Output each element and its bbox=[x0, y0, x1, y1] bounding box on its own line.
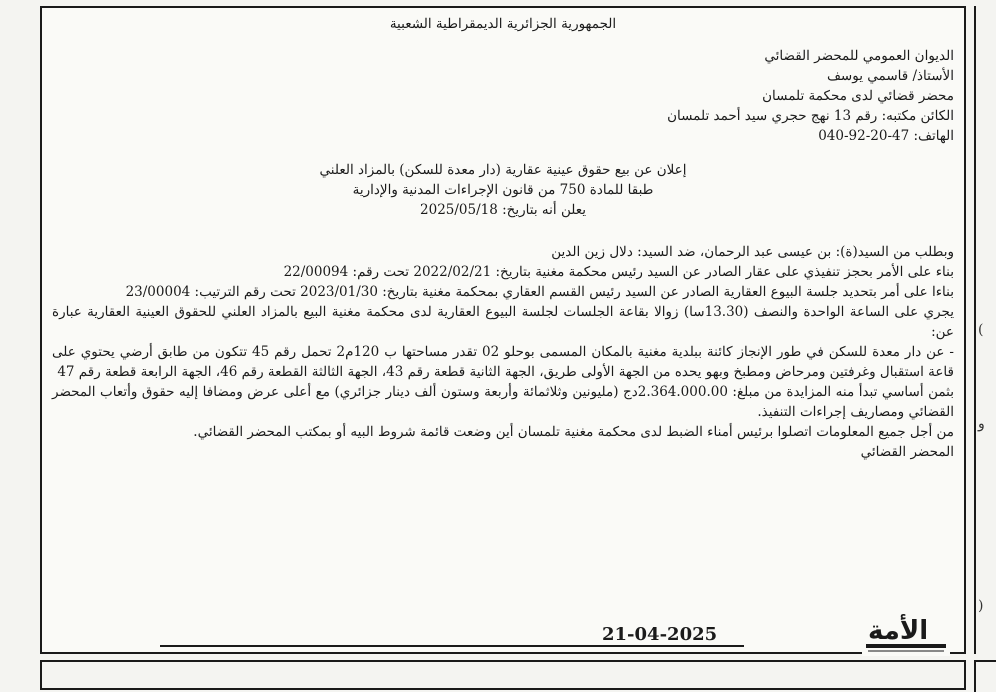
contact-line: من أجل جميع المعلومات اتصلوا برئيس أمناء الضبط لدى محكمة مغنية تلمسان أين وضعت قائمة شروط البيه أو بمكتب المحضر القضائي. bbox=[193, 424, 954, 440]
signature-line: المحضر القضائي bbox=[860, 444, 954, 460]
court-line: محضر قضائي لدى محكمة تلمسان bbox=[762, 88, 954, 104]
footer-rule bbox=[160, 645, 744, 647]
document-body bbox=[52, 14, 954, 462]
announcement-title: إعلان عن بيع حقوق عينية عقارية (دار معدة للسكن) بالمزاد العلني bbox=[319, 162, 687, 178]
next-article-frame bbox=[40, 660, 966, 690]
price-line: بثمن أساسي تبدأ منه المزايدة من مبلغ: 2.364.000.00دج (مليونين وثلاثمائة وأربعة وستون ألف دينار جزائري) مع أعلى عرض ومضافا إليه حقوق وأتعاب المحضر القضائي ومصاريف إجراءات التنفيذ. bbox=[52, 384, 954, 420]
edge-glyph-3: ) bbox=[978, 598, 984, 614]
edge-glyph-2: و bbox=[978, 416, 985, 432]
parties-line: وبطلب من السيد(ة): بن عيسى عبد الرحمان، ضد السيد: دلال زين الدين bbox=[551, 244, 954, 260]
announcement-law: طبقا للمادة 750 من قانون الإجراءات المدنية والإدارية bbox=[352, 182, 654, 198]
property-description: - عن دار معدة للسكن في طور الإنجاز كائنة ببلدية مغنية بالمكان المسمى بوحلو 02 تقدر مساحتها ب 120م2 تحمل رقم 45 تتكون من طابق أرضي يحتوي على قاعة استقبال وغرفتين ومرحاض ومطبخ وبهو يحده من الجهة الأولى طريق، الجهة الثانية قطعة رقم 43، الجهة الثالثة القطعة رقم 46، الجهة الرابعة قطعة رقم 47 bbox=[52, 344, 954, 380]
office-line: الديوان العمومي للمحضر القضائي bbox=[764, 48, 954, 64]
phone-line: الهاتف: 47-20-92-040 bbox=[818, 128, 954, 144]
adjacent-column-edge bbox=[974, 6, 994, 654]
address-line: الكائن مكتبه: رقم 13 نهج حجري سيد أحمد تلمسان bbox=[667, 108, 954, 124]
republic-heading: الجمهورية الجزائرية الديمقراطية الشعبية bbox=[389, 16, 617, 32]
next-article-edge bbox=[974, 660, 996, 692]
edge-glyph-1: ( bbox=[978, 322, 984, 338]
announcement-date: يعلن أنه بتاريخ: 2025/05/18 bbox=[420, 202, 586, 218]
order2-line: بناءا على أمر بتحديد جلسة البيوع العقارية الصادر عن السيد رئيس القسم العقاري بمحكمة مغنية بتاريخ: 2023/01/30 تحت رقم الترتيب: 23/00004 bbox=[125, 284, 954, 300]
session-line: يجري على الساعة الواحدة والنصف (13.30سا) زوالا بقاعة الجلسات لجلسة البيوع العقارية لدى محكمة مغنية البيع بالمزاد العلني للحقوق العينية العقارية عبارة عن: bbox=[52, 304, 954, 340]
newspaper-logo bbox=[862, 616, 950, 656]
announcement-frame bbox=[40, 6, 966, 654]
logo-text: الأمة bbox=[868, 616, 929, 646]
order1-line: بناء على الأمر بحجز تنفيذي على عقار الصادر عن السيد رئيس محكمة مغنية بتاريخ: 2022/02/21 تحت رقم: 22/00094 bbox=[283, 264, 954, 280]
publication-date: 21-04-2025 bbox=[602, 624, 718, 645]
bailiff-line: الأستاذ/ قاسمي يوسف bbox=[826, 68, 954, 84]
